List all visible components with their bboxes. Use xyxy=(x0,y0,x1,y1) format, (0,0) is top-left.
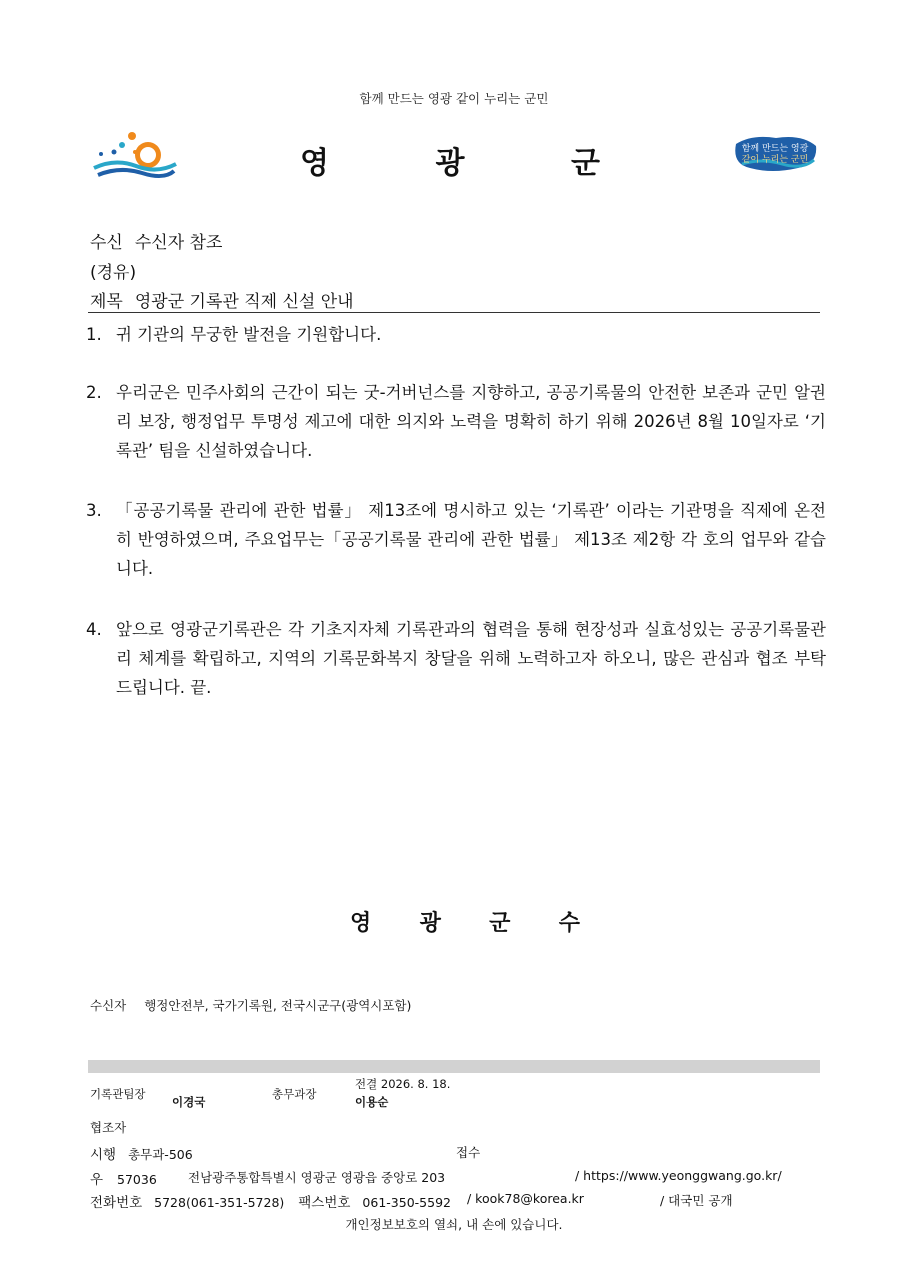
paragraph-text: 우리군은 민주사회의 근간이 되는 굿-거버넌스를 지향하고, 공공기록물의 안전한 보존과 군민 알권리 보장, 행정업무 투명성 제고에 대한 의지와 노력을 명확히 하기 위해 2026년 8월 10일자로 ‘기록관’ 팀을 신설하였습니다. xyxy=(116,383,826,460)
phone-value: 5728(061-351-5728) xyxy=(154,1195,285,1210)
organization-title xyxy=(300,138,600,182)
slogan-badge-icon xyxy=(732,134,818,172)
county-logo-icon xyxy=(90,128,180,188)
website-link[interactable]: / https://www.yeonggwang.go.kr/ xyxy=(575,1168,782,1183)
org-title-char: 광 xyxy=(435,146,465,181)
paragraph-number: 4. xyxy=(86,620,102,639)
recipients-row xyxy=(90,996,411,1014)
final-approval-label: 전결 2026. 8. 18. xyxy=(355,1077,451,1091)
phone-row xyxy=(90,1191,451,1211)
recipient-row xyxy=(90,228,222,253)
drafter-name: 이경국 xyxy=(172,1095,206,1109)
cooperator-label: 협조자 xyxy=(90,1120,127,1135)
postal-code: 57036 xyxy=(117,1172,157,1187)
fax-label: 팩스번호 xyxy=(298,1195,351,1211)
sender-char: 수 xyxy=(558,911,580,936)
paragraph-text: 앞으로 영광군기록관은 각 기초지자체 기록관과의 협력을 통해 현장성과 실효성있는 공공기록물관리 체계를 확립하고, 지역의 기록문화복지 창달을 위해 노력하고자 하오니, 많은 관심과 협조 부탁드립니다. 끝. xyxy=(116,620,826,697)
org-title-char: 군 xyxy=(571,146,600,181)
recipients-label: 수신자 xyxy=(90,998,127,1013)
postal-row xyxy=(90,1168,157,1188)
enforce-row xyxy=(90,1143,193,1163)
paragraph-text: 「공공기록물 관리에 관한 법률」 제13조에 명시하고 있는 ‘기록관’ 이라는 기관명을 직제에 온전히 반영하였으며, 주요업무는「공공기록물 관리에 관한 법률」 제13조 제2항 각 호의 업무와 같습니다. xyxy=(116,501,826,578)
paragraph-number: 2. xyxy=(86,383,102,402)
svg-text:같이 누리는 군민: 같이 누리는 군민 xyxy=(741,155,809,165)
enforce-value: 총무과-506 xyxy=(128,1147,193,1162)
subject-label: 제목 xyxy=(90,292,123,312)
privacy-note: 개인정보보호의 열쇠, 내 손에 있습니다. xyxy=(345,1217,563,1232)
sender-char: 군 xyxy=(489,911,511,936)
receipt-label: 접수 xyxy=(456,1145,481,1160)
reviewer-role: 총무과장 xyxy=(272,1087,317,1101)
recipient-label: 수신 xyxy=(90,233,123,253)
final-approver-name: 이용순 xyxy=(355,1095,389,1109)
via-label: (경유) xyxy=(90,263,137,283)
subject-row xyxy=(90,287,354,312)
sender-char: 광 xyxy=(419,911,441,936)
disclosure-status: / 대국민 공개 xyxy=(660,1193,733,1208)
paragraph-1 xyxy=(86,320,826,349)
slogan: 함께 만드는 영광 같이 누리는 군민 xyxy=(359,91,549,106)
sender-char: 영 xyxy=(350,911,372,936)
subject-value: 영광군 기록관 직제 신설 안내 xyxy=(134,292,354,312)
org-title-char: 영 xyxy=(300,146,329,181)
paragraph-number: 1. xyxy=(86,325,102,344)
sender-title xyxy=(350,906,580,937)
paragraph-2 xyxy=(86,378,826,465)
paragraph-3 xyxy=(86,496,826,583)
phone-label: 전화번호 xyxy=(90,1195,143,1211)
recipients-value: 행정안전부, 국가기록원, 전국시군구(광역시포함) xyxy=(144,998,412,1013)
paragraph-number: 3. xyxy=(86,501,102,520)
header-divider xyxy=(88,312,820,313)
paragraph-4 xyxy=(86,615,826,702)
email-link[interactable]: / kook78@korea.kr xyxy=(467,1191,584,1206)
address: 전남광주통합특별시 영광군 영광읍 중앙로 203 xyxy=(188,1170,446,1185)
svg-text:함께 만드는 영광: 함께 만드는 영광 xyxy=(741,144,809,154)
approval-divider-bar xyxy=(88,1060,820,1073)
postal-label: 우 xyxy=(90,1172,104,1188)
drafter-role: 기록관팀장 xyxy=(90,1087,146,1101)
fax-value: 061-350-5592 xyxy=(362,1195,451,1210)
enforce-label: 시행 xyxy=(90,1147,117,1163)
recipient-value: 수신자 참조 xyxy=(134,233,223,253)
paragraph-text: 귀 기관의 무궁한 발전을 기원합니다. xyxy=(116,325,382,344)
